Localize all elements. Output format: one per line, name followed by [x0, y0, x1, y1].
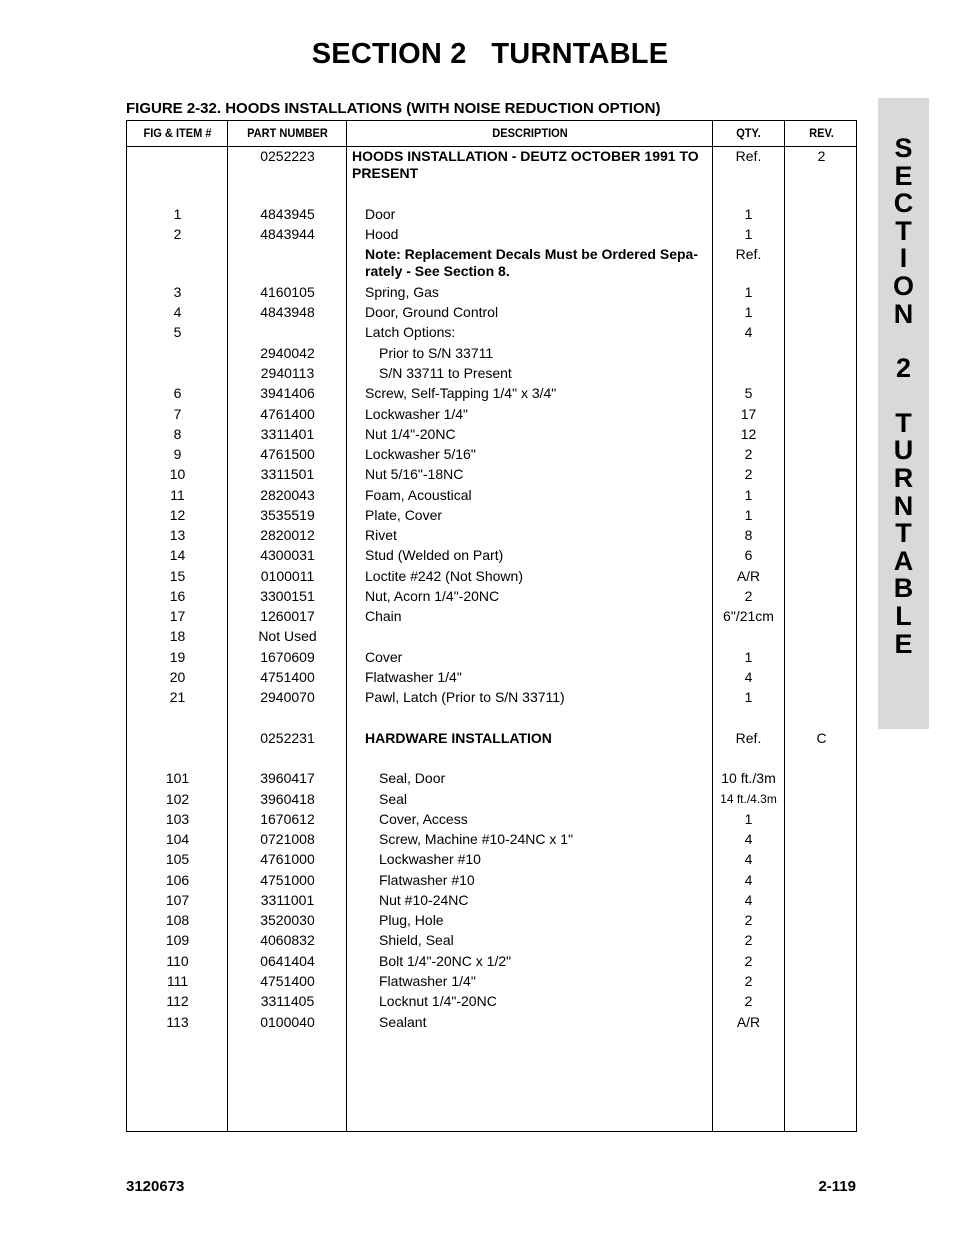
cell-part: 1260017 [260, 608, 315, 624]
side-tab-letter: 2 [895, 353, 912, 384]
col-header-item: FIG & ITEM # [143, 126, 212, 140]
cell-qty: 12 [740, 426, 757, 442]
side-tab-letter: B [893, 573, 914, 604]
cell-item: 105 [165, 851, 190, 867]
cell-part: 2940042 [260, 345, 315, 361]
cell-rev: C [816, 730, 827, 746]
cell-qty: Ref. [735, 148, 762, 164]
table-header [127, 121, 856, 147]
cell-part: 0100040 [260, 1014, 315, 1030]
cell-item: 5 [173, 324, 182, 340]
cell-qty: 6 [744, 547, 753, 563]
cell-item: 103 [165, 811, 190, 827]
cell-desc: Flatwasher 1/4" [379, 973, 476, 989]
cell-part: 1670609 [260, 649, 315, 665]
cell-qty: 4 [744, 831, 753, 847]
cell-desc: Shield, Seal [379, 932, 454, 948]
figure-title: FIGURE 2-32. HOODS INSTALLATIONS (WITH NOISE REDUCTION OPTION) [126, 100, 661, 117]
cell-qty: 1 [744, 689, 753, 705]
cell-item: 113 [166, 1014, 189, 1030]
cell-desc: Nut 1/4"-20NC [365, 426, 456, 442]
cell-item: 112 [166, 993, 189, 1009]
cell-qty: 1 [744, 226, 753, 242]
cell-part: 3311405 [260, 993, 315, 1009]
cell-desc: Hood [365, 226, 399, 242]
cell-part: 3941406 [260, 385, 315, 401]
cell-item: 8 [173, 426, 182, 442]
side-tab-letter: E [894, 628, 913, 659]
cell-item: 9 [173, 446, 182, 462]
cell-item: 6 [173, 385, 182, 401]
cell-item: 16 [169, 588, 186, 604]
side-tab-letter: E [894, 160, 913, 191]
cell-item: 110 [166, 953, 189, 969]
side-tab-letter: O [892, 270, 914, 301]
cell-qty: 5 [744, 385, 753, 401]
cell-qty: 1 [744, 487, 753, 503]
cell-qty: 2 [744, 466, 753, 482]
side-tab-letter: L [895, 600, 912, 631]
cell-item: 17 [169, 608, 186, 624]
cell-desc: Lockwasher 5/16" [365, 446, 476, 462]
cell-desc: Nut 5/16"-18NC [365, 466, 464, 482]
cell-part: 3520030 [260, 912, 315, 928]
cell-qty: 2 [744, 912, 753, 928]
cell-part: 4160105 [260, 284, 315, 300]
cell-item: 104 [165, 831, 190, 847]
cell-item: 106 [165, 872, 190, 888]
side-tab-letter: T [895, 215, 912, 246]
cell-part: 3311401 [260, 426, 315, 442]
col-header-qty: QTY. [736, 126, 761, 140]
cell-qty: 4 [744, 669, 753, 685]
cell-desc: Cover, Access [379, 811, 468, 827]
cell-desc: Lockwasher #10 [379, 851, 481, 867]
side-tab-letter: N [893, 490, 914, 521]
cell-item: 102 [165, 791, 190, 807]
section-side-tab [878, 98, 929, 729]
footer-doc-number: 3120673 [126, 1178, 185, 1195]
cell-item: 15 [169, 568, 186, 584]
cell-part: 4300031 [260, 547, 315, 563]
cell-desc: Sealant [379, 1014, 427, 1030]
cell-item: 1 [173, 206, 182, 222]
cell-qty: 1 [744, 304, 753, 320]
cell-qty: 17 [740, 406, 757, 422]
cell-qty: 2 [744, 932, 753, 948]
cell-part: 0252223 [260, 148, 315, 164]
cell-part: 4843948 [260, 304, 315, 320]
cell-item: 101 [165, 770, 190, 786]
col-header-rev: REV. [809, 126, 834, 140]
side-tab-letter [878, 327, 929, 354]
cell-desc: Spring, Gas [365, 284, 439, 300]
cell-item: 107 [165, 892, 190, 908]
cell-item: 4 [173, 304, 182, 320]
cell-qty: 1 [744, 811, 753, 827]
cell-part: 0721008 [260, 831, 315, 847]
cell-part: 4751400 [260, 669, 315, 685]
cell-desc: Seal, Door [379, 770, 446, 786]
cell-desc: Locknut 1/4"-20NC [379, 993, 497, 1009]
cell-part: 4751000 [260, 872, 315, 888]
cell-qty: 14 ft./4.3m [720, 792, 777, 806]
cell-desc: Bolt 1/4"-20NC x 1/2" [379, 953, 512, 969]
cell-part: 3960417 [260, 770, 315, 786]
col-header-part: PART NUMBER [247, 126, 328, 140]
cell-desc: Prior to S/N 33711 [379, 345, 494, 361]
cell-qty: 6"/21cm [723, 608, 774, 624]
cell-part: 2820012 [260, 527, 315, 543]
cell-item: 19 [169, 649, 186, 665]
cell-qty: 10 ft./3m [721, 770, 776, 786]
col-header-desc: DESCRIPTION [492, 126, 568, 140]
cell-item: 20 [169, 669, 186, 685]
cell-desc: Nut, Acorn 1/4"-20NC [365, 588, 500, 604]
cell-item: 111 [166, 973, 189, 989]
cell-qty: 4 [744, 892, 753, 908]
cell-desc: Rivet [365, 527, 397, 543]
cell-item: 10 [169, 466, 186, 482]
cell-qty: 1 [744, 206, 753, 222]
cell-qty: 2 [744, 993, 753, 1009]
cell-desc: Flatwasher 1/4" [365, 669, 462, 685]
cell-qty: Ref. [735, 730, 762, 746]
cell-part: 4060832 [260, 932, 315, 948]
cell-part: 2940113 [260, 365, 315, 381]
cell-rev: 2 [817, 148, 826, 164]
cell-desc: Door [365, 206, 396, 222]
cell-desc: Seal [379, 791, 408, 807]
cell-part: 0641404 [260, 953, 315, 969]
cell-part: 3960418 [260, 791, 315, 807]
cell-item: 21 [169, 689, 186, 705]
side-tab-letter: C [893, 188, 914, 219]
cell-desc: Nut #10-24NC [379, 892, 469, 908]
side-tab-letter: S [894, 133, 913, 163]
cell-desc: HARDWARE INSTALLATION [365, 730, 552, 746]
cell-item: 7 [173, 406, 182, 422]
cell-item: 12 [169, 507, 186, 523]
cell-part: 1670612 [260, 811, 315, 827]
cell-item: 18 [169, 628, 186, 644]
side-tab-label [878, 134, 929, 657]
cell-qty: 2 [744, 588, 753, 604]
cell-desc: Chain [365, 608, 402, 624]
cell-part: Not Used [258, 628, 317, 644]
cell-desc: Cover [365, 649, 403, 665]
cell-part: 4843944 [260, 226, 315, 242]
cell-part: 4761400 [260, 406, 315, 422]
cell-qty: 2 [744, 446, 753, 462]
cell-desc: Plug, Hole [379, 912, 444, 928]
section-title: SECTION 2 TURNTABLE [311, 38, 669, 70]
cell-part: 0252231 [260, 730, 315, 746]
cell-qty: 4 [744, 851, 753, 867]
cell-part: 3535519 [260, 507, 315, 523]
cell-desc: Flatwasher #10 [379, 872, 475, 888]
cell-qty: A/R [736, 568, 761, 584]
cell-qty: 2 [744, 953, 753, 969]
cell-part: 0100011 [260, 568, 315, 584]
side-tab-letter [878, 382, 929, 409]
cell-item: 108 [165, 912, 190, 928]
cell-item: 2 [173, 226, 182, 242]
cell-desc: Foam, Acoustical [365, 487, 472, 503]
cell-item: 11 [170, 487, 185, 503]
cell-qty: Ref. [735, 246, 762, 262]
cell-item: 3 [173, 284, 182, 300]
side-tab-letter: A [893, 545, 914, 576]
cell-part: 2940070 [260, 689, 315, 705]
side-tab-letter: U [893, 435, 914, 466]
cell-qty: 8 [744, 527, 753, 543]
cell-qty: 2 [744, 973, 753, 989]
cell-part: 2820043 [260, 487, 315, 503]
footer-page-number: 2-119 [818, 1178, 856, 1195]
cell-part: 4843945 [260, 206, 315, 222]
cell-desc: Stud (Welded on Part) [365, 547, 504, 563]
cell-qty: A/R [736, 1014, 761, 1030]
cell-desc: Screw, Self-Tapping 1/4" x 3/4" [365, 385, 557, 401]
parts-table [126, 120, 857, 1132]
cell-qty: 4 [744, 872, 753, 888]
side-tab-letter: N [893, 298, 914, 329]
cell-desc: Door, Ground Control [365, 304, 499, 320]
cell-item: 13 [169, 527, 186, 543]
cell-desc: Plate, Cover [365, 507, 443, 523]
side-tab-letter: T [895, 407, 912, 438]
cell-item: 14 [169, 547, 186, 563]
column-divider [784, 121, 785, 1131]
cell-qty: 1 [744, 649, 753, 665]
cell-qty: 1 [744, 507, 753, 523]
cell-desc: Note: Replacement Decals Must be Ordered Sepa-rately - See Section 8. [365, 246, 698, 279]
cell-desc: Latch Options: [365, 324, 456, 340]
side-tab-letter: I [899, 243, 908, 274]
cell-qty: 1 [744, 284, 753, 300]
cell-desc: S/N 33711 to Present [379, 365, 512, 381]
cell-part: 4761000 [260, 851, 315, 867]
cell-part: 4751400 [260, 973, 315, 989]
side-tab-letter: T [895, 518, 912, 549]
cell-part: 3311501 [260, 466, 315, 482]
cell-desc: HOODS INSTALLATION - DEUTZ OCTOBER 1991 TO PRESENT [352, 148, 699, 181]
cell-qty: 4 [744, 324, 753, 340]
cell-desc: Pawl, Latch (Prior to S/N 33711) [365, 689, 565, 705]
cell-item: 109 [165, 932, 190, 948]
cell-desc: Loctite #242 (Not Shown) [365, 568, 523, 584]
cell-part: 3311001 [260, 892, 315, 908]
side-tab-letter: R [893, 462, 914, 493]
cell-part: 3300151 [260, 588, 315, 604]
cell-desc: Screw, Machine #10-24NC x 1" [379, 831, 574, 847]
cell-desc: Lockwasher 1/4" [365, 406, 469, 422]
cell-part: 4761500 [260, 446, 315, 462]
